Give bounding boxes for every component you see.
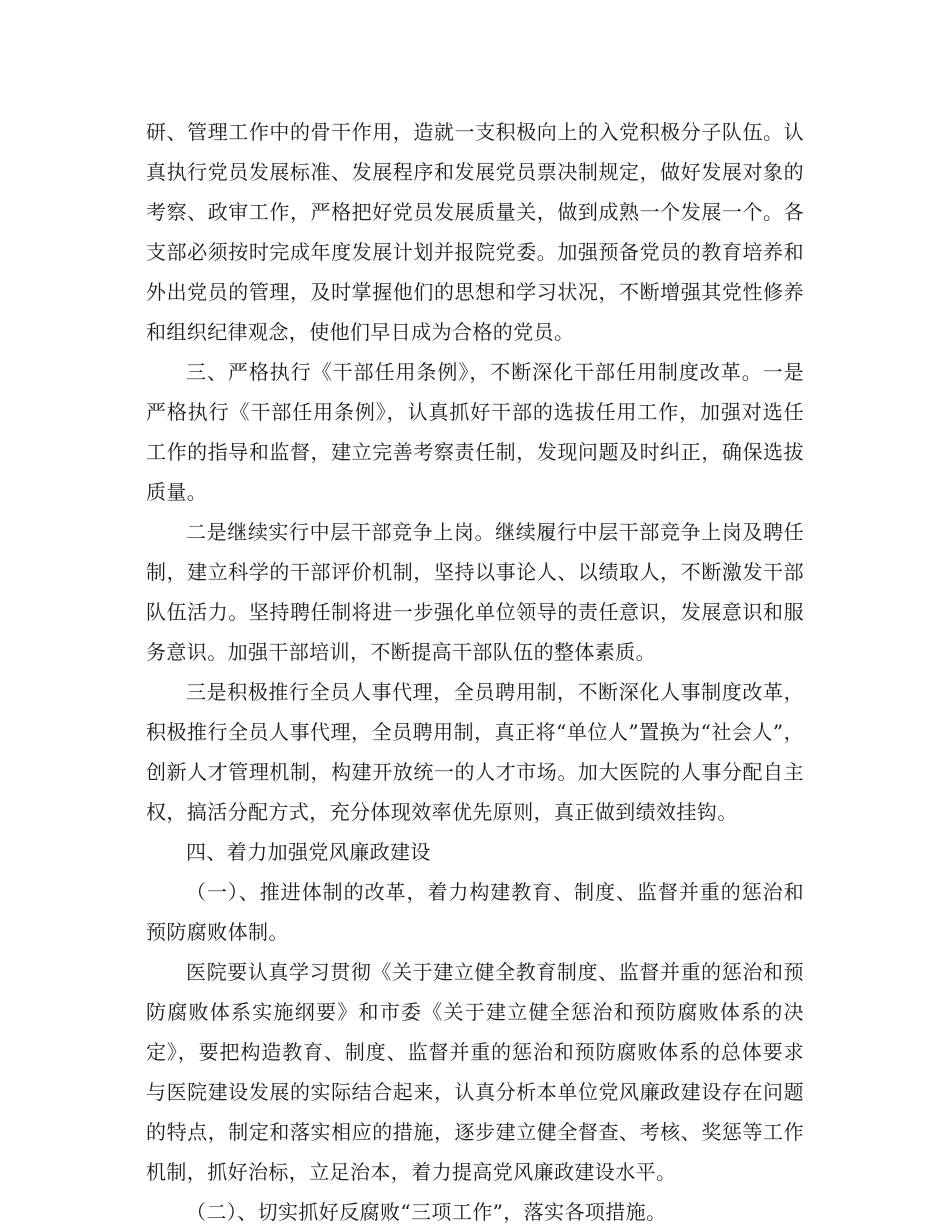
paragraph-anti-corruption-system: 医院要认真学习贯彻《关于建立健全教育制度、监督并重的惩治和预防腐败体系实施纲要》和市委《关于建立健全惩治和预防腐败体系的决定》，要把构造教育、制度、监督并重的惩治和预防腐败体系的总体要求与医院建设发展的实际结合起来，认真分析本单位党风廉政建设存在问题的特点，制定和落实相应的措施，逐步建立健全督查、考核、奖惩等工作机制，抓好治标，立足治本，着力提高党风廉政建设水平。 [146,960,804,1184]
paragraph-party-member-development: 研、管理工作中的骨干作用，造就一支积极向上的入党积极分子队伍。认真执行党员发展标准、发展程序和发展党员票决制规定，做好发展对象的考察、政审工作，严格把好党员发展质量关，做到成熟一个发展一个。各支部必须按时完成年度发展计划并报院党委。加强预备党员的教育培养和外出党员的管理，及时掌握他们的思想和学习状况，不断增强其党性修养和组织纪律观念，使他们早日成为合格的党员。 [146,120,804,344]
subheading-three-tasks: （二）、切实抓好反腐败“三项工作”，落实各项措施。 [186,1200,667,1224]
section-heading-clean-government: 四、着力加强党风廉政建设 [186,840,431,864]
subheading-system-reform: （一）、推进体制的改革，着力构建教育、制度、监督并重的惩治和预防腐败体制。 [146,880,804,944]
paragraph-cadre-appointment-regulations: 三、严格执行《干部任用条例》，不断深化干部任用制度改革。一是严格执行《干部任用条例》，认真抓好干部的选拔任用工作，加强对选任工作的指导和监督，建立完善考察责任制，发现问题及时纠正，确保选拔质量。 [146,360,804,504]
paragraph-mid-level-competition: 二是继续实行中层干部竞争上岗。继续履行中层干部竞争上岗及聘任制，建立科学的干部评价机制，坚持以事论人、以绩取人，不断激发干部队伍活力。坚持聘任制将进一步强化单位领导的责任意识，发展意识和服务意识。加强干部培训，不断提高干部队伍的整体素质。 [146,520,804,664]
paragraph-personnel-agency: 三是积极推行全员人事代理，全员聘用制，不断深化人事制度改革，积极推行全员人事代理，全员聘用制，真正将“单位人”置换为“社会人”，创新人才管理机制，构建开放统一的人才市场。加大医院的人事分配自主权，搞活分配方式，充分体现效率优先原则，真正做到绩效挂钩。 [146,680,804,824]
document-body [146,112,804,1232]
